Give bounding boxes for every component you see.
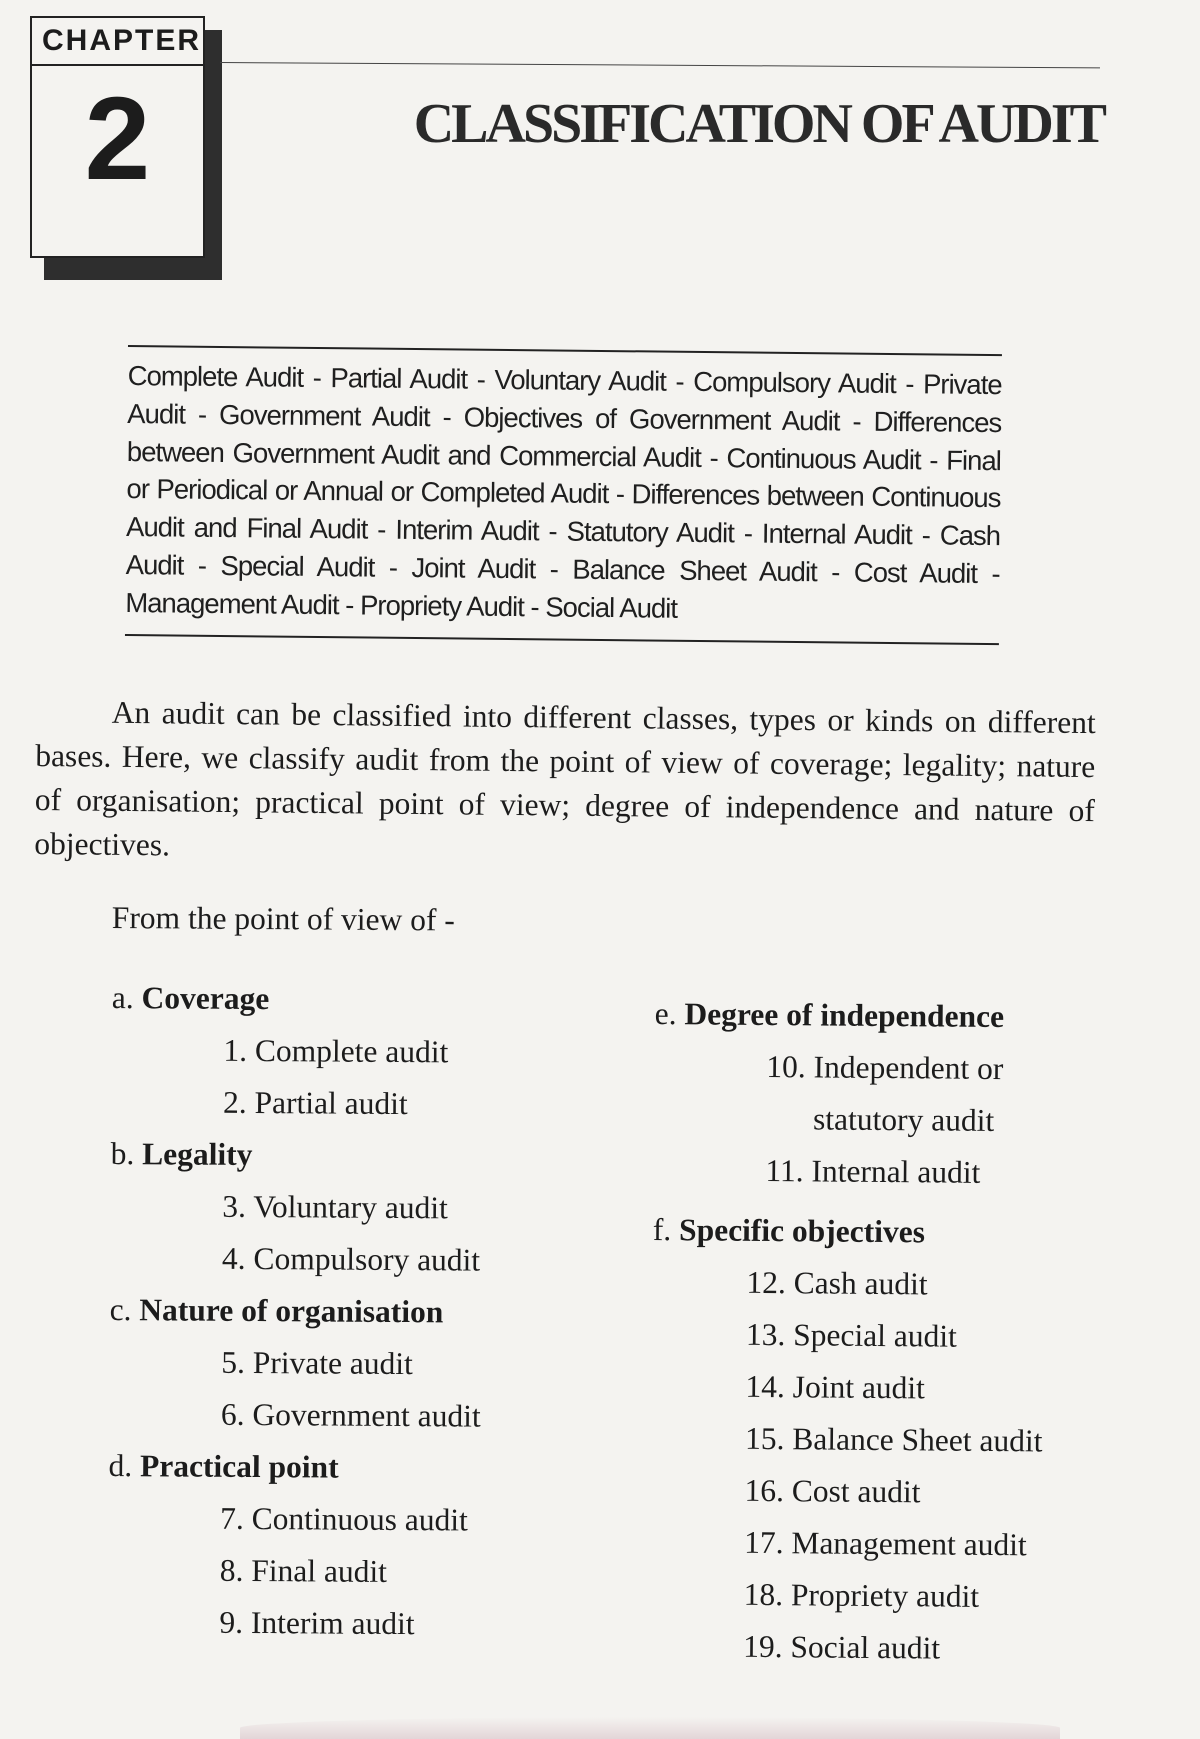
- list-item: [110, 1180, 482, 1235]
- item-number: 10.: [766, 1048, 806, 1085]
- item-number: 7.: [220, 1500, 244, 1536]
- list-item: [108, 1544, 480, 1599]
- page-edge-smudge: [240, 1717, 1060, 1739]
- list-item: [111, 1024, 483, 1079]
- group-letter: a.: [111, 979, 134, 1016]
- item-text: Independent or statutory audit: [812, 1049, 1004, 1138]
- item-text: Management audit: [791, 1525, 1027, 1563]
- item-number: 2.: [222, 1084, 247, 1120]
- item-text: Partial audit: [254, 1084, 408, 1122]
- item-number: 18.: [743, 1576, 784, 1613]
- item-number: 4.: [221, 1240, 246, 1276]
- item-text: Continuous audit: [251, 1500, 468, 1538]
- group-heading: [653, 1204, 1063, 1260]
- item-number: 11.: [765, 1152, 804, 1189]
- group-heading: [109, 1284, 481, 1339]
- item-number: 3.: [222, 1188, 247, 1224]
- item-text: Internal audit: [811, 1153, 981, 1190]
- list-item: [109, 1388, 481, 1443]
- item-number: 12.: [746, 1264, 786, 1301]
- list-item: [649, 1620, 1059, 1676]
- group-heading: [655, 988, 1065, 1044]
- item-text: Propriety audit: [790, 1577, 980, 1614]
- item-number: 16.: [744, 1472, 785, 1509]
- chapter-summary: Complete Audit - Partial Audit - Voluntary Audit - Compulsory Audit - Private Audit - Government Audit - Objectives of Government Audit - Differences between Government Audit and Commercial Audit - Continuous Audit - Final or Periodical or Annual or Completed Audit - Differences between Continuous Audit and Final Audit - Interim Audit - Statutory Audit - Internal Audit - Cash Audit - Special Audit - Joint Audit - Balance Sheet Audit - Cost Audit - Management Audit - Propriety Audit - Social Audit: [125, 345, 1002, 645]
- list-item: [109, 1336, 481, 1391]
- group-letter: c.: [109, 1291, 132, 1328]
- group-title: Coverage: [141, 980, 270, 1017]
- chapter-number: 2: [84, 73, 151, 205]
- chapter-title: CLASSIFICATION OF AUDIT: [413, 93, 1104, 155]
- item-number: 14.: [745, 1368, 786, 1405]
- group-title: Nature of organisation: [139, 1292, 444, 1330]
- group-practical-point: [107, 1440, 480, 1651]
- list-item: [650, 1464, 1060, 1520]
- item-text: Private audit: [252, 1344, 413, 1382]
- chapter-box: [30, 16, 205, 258]
- list-item: [111, 1076, 483, 1131]
- item-number: 6.: [220, 1396, 245, 1432]
- item-text: Government audit: [252, 1396, 481, 1434]
- list-item: [108, 1492, 480, 1547]
- list-item: [107, 1596, 479, 1651]
- group-legality: [110, 1128, 483, 1287]
- group-letter: f.: [652, 1211, 672, 1248]
- classification-left-column: [107, 972, 484, 1651]
- list-item: [652, 1308, 1062, 1364]
- group-heading: [112, 972, 484, 1027]
- item-text: Balance Sheet audit: [792, 1421, 1043, 1459]
- group-coverage: [111, 972, 484, 1131]
- lead-line: From the point of view of -: [111, 900, 455, 938]
- group-title: Degree of independence: [684, 996, 1005, 1035]
- item-number: 5.: [221, 1344, 246, 1380]
- item-number: 8.: [219, 1552, 244, 1588]
- list-item: [650, 1516, 1060, 1572]
- group-heading: [108, 1440, 480, 1495]
- group-title: Specific objectives: [678, 1212, 926, 1250]
- item-text: Final audit: [251, 1552, 388, 1589]
- item-text: Cash audit: [793, 1265, 928, 1302]
- title-rule: [220, 62, 1100, 68]
- classification-right-column: [649, 988, 1064, 1676]
- intro-paragraph: An audit can be classified into different classes, types or kinds on different bases. Here, we classify audit from the point of view of coverage; legality; nature of organisation; practical point of view; degree of independence and nature of objectives.: [34, 694, 1096, 863]
- group-title: Practical point: [139, 1448, 339, 1485]
- group-nature-of-organisation: [109, 1284, 482, 1443]
- item-number: 1.: [223, 1032, 248, 1068]
- item-number: 9.: [219, 1604, 244, 1640]
- group-degree-of-independence: [653, 988, 1064, 1200]
- item-number: 15.: [744, 1420, 785, 1457]
- list-item: [652, 1256, 1062, 1312]
- group-heading: [111, 1128, 483, 1183]
- list-item: [649, 1568, 1059, 1624]
- item-number: 17.: [744, 1524, 784, 1561]
- list-item: [110, 1232, 482, 1287]
- list-item: [654, 1040, 1064, 1148]
- item-number: 19.: [743, 1628, 783, 1665]
- item-text: Compulsory audit: [253, 1240, 481, 1278]
- item-text: Complete audit: [254, 1033, 449, 1070]
- group-specific-objectives: [649, 1204, 1062, 1676]
- item-text: Cost audit: [791, 1473, 921, 1510]
- item-number: 13.: [745, 1316, 786, 1353]
- group-letter: e.: [654, 995, 677, 1032]
- item-text: Special audit: [793, 1317, 957, 1354]
- item-text: Voluntary audit: [253, 1188, 448, 1226]
- group-letter: d.: [108, 1447, 133, 1484]
- list-item: [651, 1412, 1061, 1468]
- item-text: Social audit: [790, 1629, 941, 1666]
- group-letter: b.: [110, 1135, 135, 1172]
- item-text: Joint audit: [792, 1369, 926, 1406]
- chapter-label: CHAPTER: [32, 18, 203, 66]
- list-item: [653, 1144, 1063, 1200]
- group-title: Legality: [142, 1136, 253, 1172]
- list-item: [651, 1360, 1061, 1416]
- item-text: Interim audit: [250, 1604, 415, 1642]
